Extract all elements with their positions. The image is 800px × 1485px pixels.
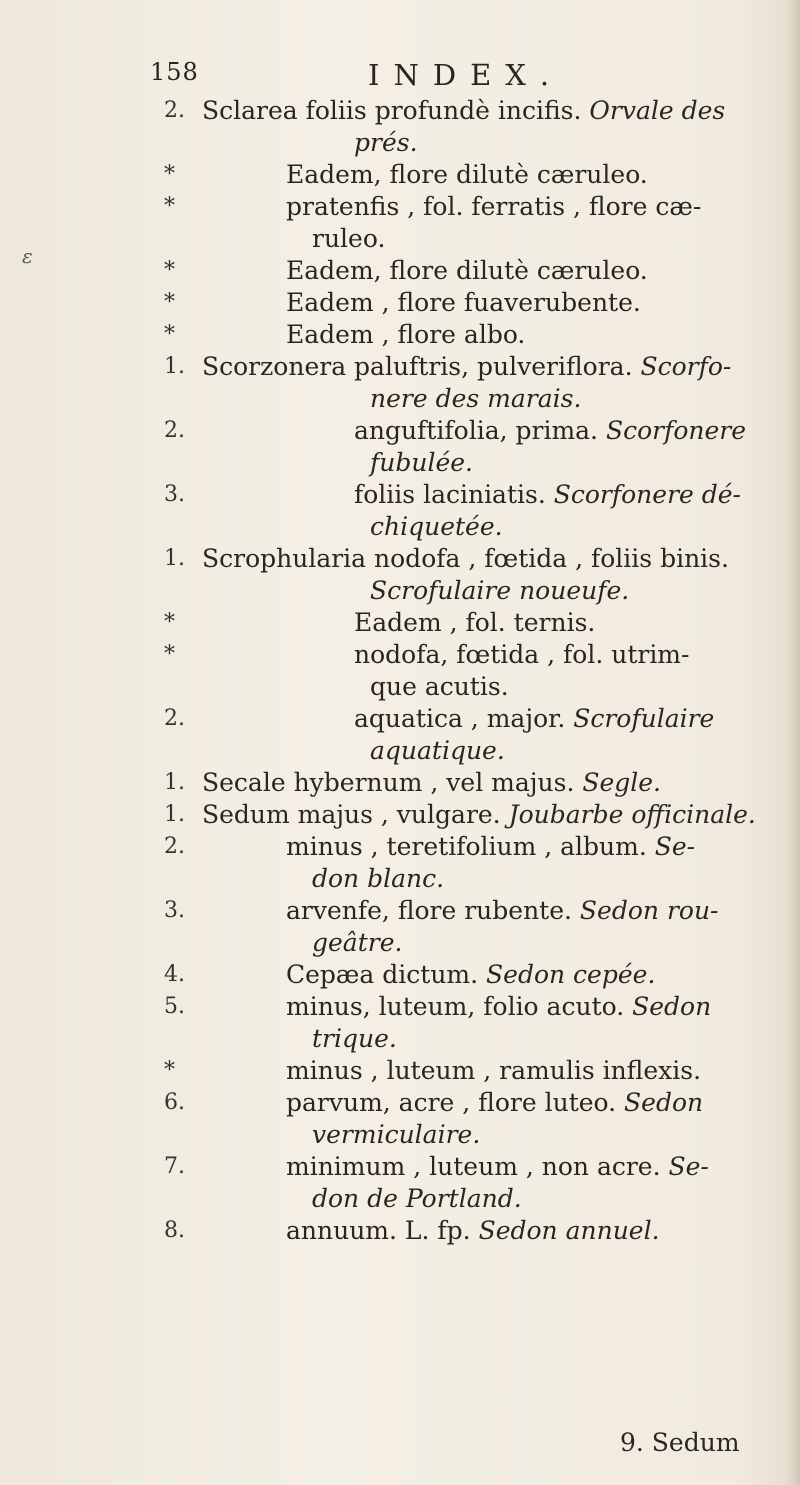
entry-line [0, 223, 800, 255]
entry-marker: 4. [164, 962, 185, 987]
index-entry [0, 319, 800, 351]
french-name: geâtre. [312, 928, 403, 957]
index-entry [0, 351, 800, 415]
entry-marker: * [164, 290, 175, 315]
french-name: prés. [354, 128, 418, 157]
entry-line [0, 543, 800, 575]
entry-line [0, 1215, 800, 1247]
latin-name: Sedum majus , vulgare. [202, 800, 509, 829]
latin-name: Eadem , flore fuaverubente. [286, 288, 641, 317]
entry-line [0, 1119, 800, 1151]
index-entry [0, 799, 800, 831]
latin-name: Eadem, flore dilutè cæruleo. [286, 160, 648, 189]
french-name: trique. [312, 1024, 397, 1053]
entry-marker: 8. [164, 1218, 185, 1243]
french-name: chiquetée. [370, 512, 503, 541]
latin-name: Eadem , flore albo. [286, 320, 526, 349]
latin-name: Cepæa dictum. [286, 960, 487, 989]
entry-line [0, 383, 800, 415]
entry-marker: 3. [164, 898, 185, 923]
index-entry [0, 703, 800, 767]
entry-line [0, 575, 800, 607]
french-name: Scorfonere [605, 416, 747, 445]
index-entry [0, 415, 800, 479]
french-name: don de Portland. [312, 1184, 522, 1213]
entry-line [0, 639, 800, 671]
entry-line [0, 895, 800, 927]
entry-line [0, 927, 800, 959]
entry-line [0, 1183, 800, 1215]
entry-marker: * [164, 162, 175, 187]
latin-name: anguftifolia, prima. [354, 416, 606, 445]
entry-line [0, 95, 800, 127]
entry-marker: * [164, 322, 175, 347]
entry-marker: 3. [164, 482, 185, 507]
entry-line [0, 959, 800, 991]
entry-line [0, 1055, 800, 1087]
entry-marker: 6. [164, 1090, 185, 1115]
french-name: nere des marais. [370, 384, 582, 413]
latin-name: Scorzonera paluftris, pulveriflora. [202, 352, 641, 381]
entry-line [0, 447, 800, 479]
latin-name: minus , teretifolium , album. [286, 832, 655, 861]
french-name: fubulée. [370, 448, 473, 477]
french-name: Se- [668, 1152, 709, 1181]
latin-name: annuum. L. fp. [286, 1216, 479, 1245]
entry-line [0, 991, 800, 1023]
french-name: Sedon [624, 1088, 704, 1117]
french-name: Sedon rou- [579, 896, 719, 925]
french-name: Scrofulaire noueufe. [370, 576, 630, 605]
latin-name: nodofa, fœtida , fol. utrim- [354, 640, 690, 669]
french-name: Scorfonere dé- [553, 480, 742, 509]
entry-marker: 2. [164, 706, 185, 731]
catchword: 9. Sedum [620, 1428, 740, 1457]
entry-line [0, 479, 800, 511]
index-entry [0, 991, 800, 1055]
french-name: aquatique. [370, 736, 505, 765]
entry-marker: 1. [164, 802, 185, 827]
entry-marker: 7. [164, 1154, 185, 1179]
latin-name: parvum, acre , flore luteo. [286, 1088, 625, 1117]
entry-line [0, 831, 800, 863]
entry-line [0, 735, 800, 767]
index-entry [0, 479, 800, 543]
latin-name: pratenfis , fol. ferratis , flore cæ- [286, 192, 702, 221]
latin-name: aquatica , major. [354, 704, 574, 733]
entry-line [0, 767, 800, 799]
index-entry [0, 191, 800, 255]
latin-name: Sclarea foliis profundè incifis. [202, 96, 590, 125]
french-name: Se- [654, 832, 696, 861]
entry-line [0, 191, 800, 223]
entry-line [0, 671, 800, 703]
entry-line [0, 607, 800, 639]
entry-marker: 2. [164, 418, 185, 443]
entry-marker: * [164, 1058, 175, 1083]
french-name: Scrofulaire [573, 704, 715, 733]
page-title: INDEX. [368, 58, 564, 92]
index-entry [0, 959, 800, 991]
index-entry [0, 639, 800, 703]
french-name: vermiculaire. [312, 1120, 481, 1149]
french-name: don blanc. [312, 864, 445, 893]
index-entry [0, 895, 800, 959]
entry-marker: 1. [164, 546, 185, 571]
latin-name: ruleo. [312, 224, 386, 253]
index-entry [0, 1055, 800, 1087]
index-entry [0, 831, 800, 895]
latin-name: minus, luteum, folio acuto. [286, 992, 633, 1021]
french-name: Scorfo- [640, 352, 732, 381]
latin-name: que acutis. [370, 672, 509, 701]
entry-line [0, 415, 800, 447]
entry-line [0, 351, 800, 383]
entry-marker: * [164, 194, 175, 219]
latin-name: arvenfe, flore rubente. [286, 896, 580, 925]
french-name: Joubarbe officinale. [508, 800, 756, 829]
margin-mark: ɛ [22, 244, 33, 268]
index-entry [0, 767, 800, 799]
entry-marker: * [164, 642, 175, 667]
latin-name: minimum , luteum , non acre. [286, 1152, 669, 1181]
entry-line [0, 127, 800, 159]
french-name: Sedon annuel. [478, 1216, 660, 1245]
index-entry [0, 1151, 800, 1215]
latin-name: foliis laciniatis. [354, 480, 554, 509]
index-entry [0, 159, 800, 191]
french-name: Segle. [582, 768, 662, 797]
latin-name: Secale hybernum , vel majus. [202, 768, 583, 797]
entry-marker: 1. [164, 770, 185, 795]
latin-name: minus , luteum , ramulis inflexis. [286, 1056, 702, 1085]
index-entry [0, 543, 800, 607]
entry-line [0, 1087, 800, 1119]
latin-name: Eadem, flore dilutè cæruleo. [286, 256, 648, 285]
index-entry [0, 607, 800, 639]
entry-marker: * [164, 610, 175, 635]
entry-line [0, 1023, 800, 1055]
index-entry [0, 287, 800, 319]
page-number: 158 [150, 58, 199, 86]
latin-name: Eadem , fol. ternis. [354, 608, 596, 637]
entry-marker: 2. [164, 834, 185, 859]
entry-line [0, 703, 800, 735]
french-name: Sedon [632, 992, 712, 1021]
entry-marker: 5. [164, 994, 185, 1019]
entry-marker: 1. [164, 354, 185, 379]
page-header [150, 58, 570, 98]
latin-name: Scrophularia nodofa , fœtida , foliis binis. [202, 544, 729, 573]
entry-line [0, 159, 800, 191]
french-name: Sedon cepée. [486, 960, 656, 989]
index-entries [0, 95, 800, 1247]
french-name: Orvale des [589, 96, 726, 125]
entry-marker: 2. [164, 98, 185, 123]
entry-marker: * [164, 258, 175, 283]
entry-line [0, 319, 800, 351]
entry-line [0, 287, 800, 319]
entry-line [0, 511, 800, 543]
entry-line [0, 255, 800, 287]
entry-line [0, 799, 800, 831]
index-entry [0, 255, 800, 287]
index-entry [0, 95, 800, 159]
entry-line [0, 863, 800, 895]
entry-line [0, 1151, 800, 1183]
index-entry [0, 1087, 800, 1151]
index-entry [0, 1215, 800, 1247]
